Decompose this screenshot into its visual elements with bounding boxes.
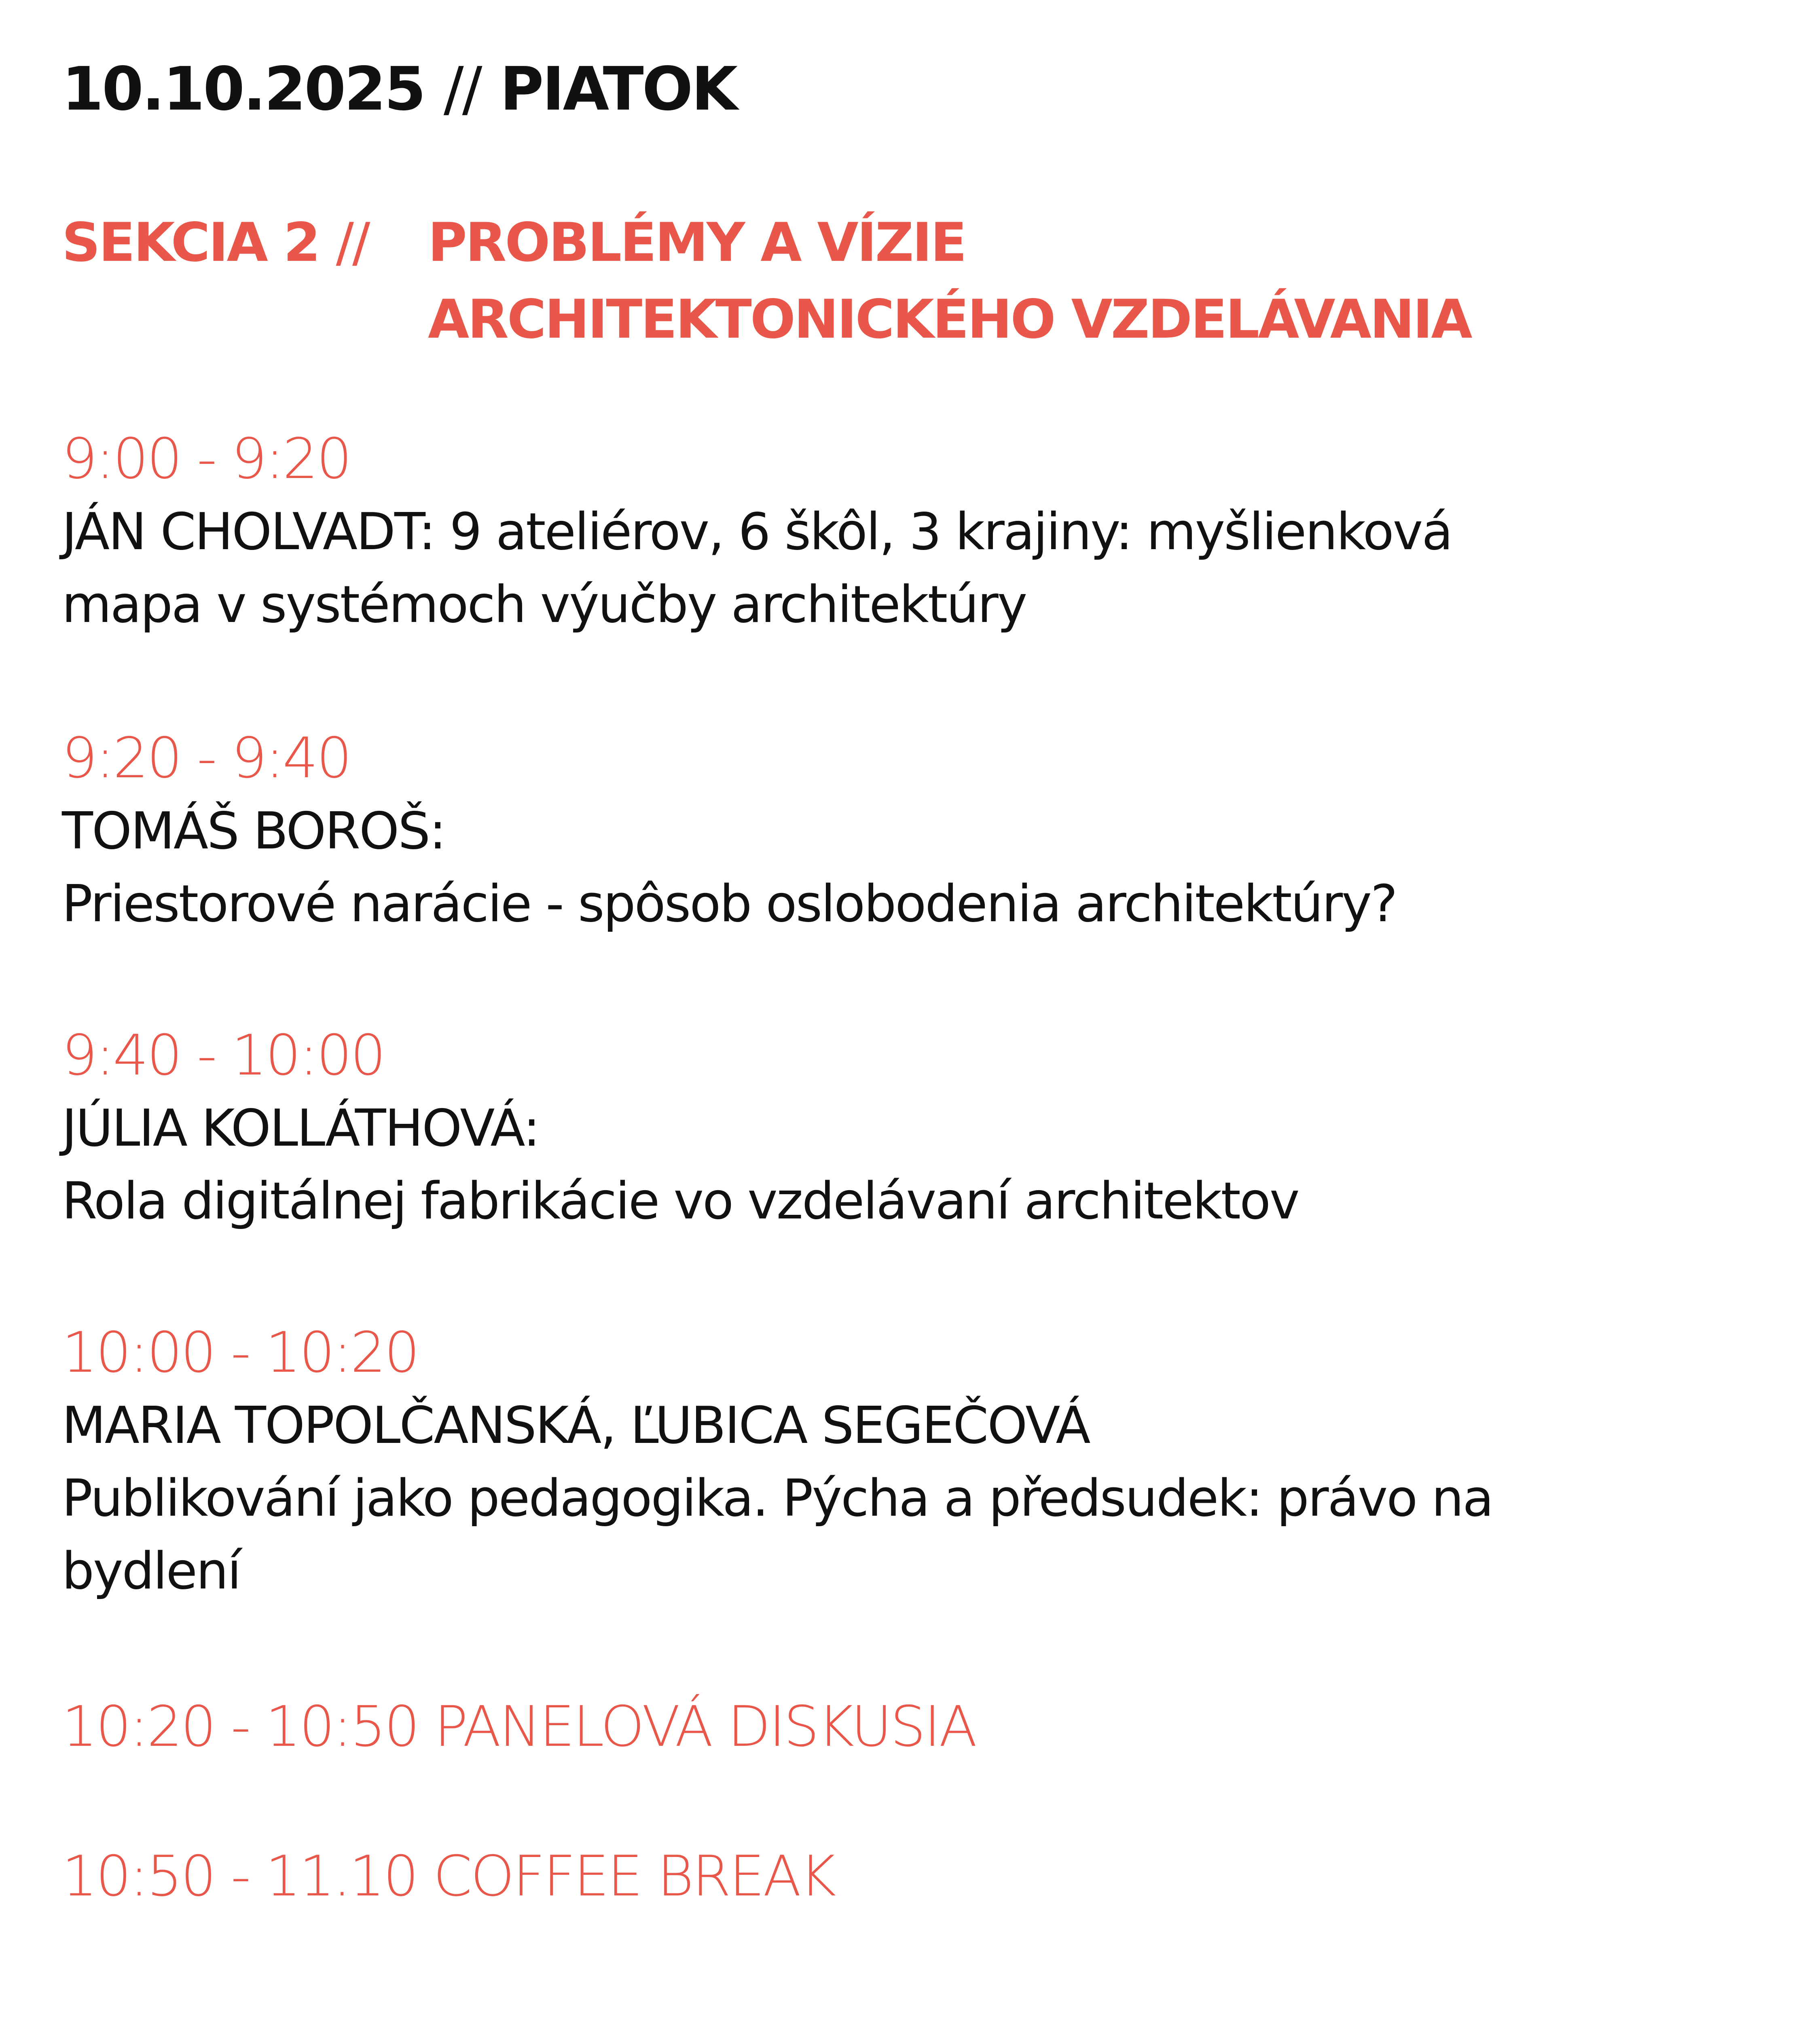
date: 10.10.2025	[62, 54, 425, 124]
section-label	[62, 204, 368, 281]
date-separator: //	[443, 54, 481, 124]
session-2	[62, 722, 1761, 940]
session-speaker-line: TOMÁŠ BOROŠ:	[62, 801, 445, 861]
session-time: 9:40 - 10:00	[62, 1023, 385, 1088]
session-talk-line: Priestorové narácie - spôsob oslobodenia architektúry?	[62, 874, 1397, 933]
session-talk-line: Rola digitálnej fabrikácie vo vzdelávaní architektov	[62, 1171, 1299, 1231]
day-name: PIATOK	[500, 54, 736, 124]
session-1	[62, 423, 1761, 641]
section-separator: //	[336, 212, 369, 274]
session-4	[62, 1316, 1761, 1607]
session-speaker-line: JÚLIA KOLLÁTHOVÁ:	[62, 1098, 539, 1158]
panel-discussion: 10:20 - 10:50 PANELOVÁ DISKUSIA	[62, 1694, 976, 1759]
session-talk-line: mapa v systémoch výučby architektúry	[62, 575, 1026, 634]
session-speaker-line: JÁN CHOLVADT: 9 ateliérov, 6 škôl, 3 krajiny: myšlienková	[62, 502, 1452, 561]
session-time: 9:00 - 9:20	[62, 426, 351, 491]
session-time: 10:00 - 10:20	[62, 1320, 418, 1385]
session-3	[62, 1019, 1761, 1237]
section-title-line-1: PROBLÉMY A VÍZIE	[428, 212, 965, 274]
session-talk-line: Publikování jako pedagogika. Pýcha a předsudek: právo na	[62, 1468, 1493, 1528]
session-time: 9:20 - 9:40	[62, 725, 351, 791]
date-header	[62, 53, 736, 125]
coffee-break: 10:50 - 11.10 COFFEE BREAK	[62, 1844, 835, 1909]
session-talk-line: bydlení	[62, 1541, 240, 1601]
section-number: SEKCIA 2	[62, 212, 319, 274]
section-title	[428, 204, 1471, 358]
session-speaker-line: MARIA TOPOLČANSKÁ, ĽUBICA SEGEČOVÁ	[62, 1396, 1090, 1455]
section-title-line-2: ARCHITEKTONICKÉHO VZDELÁVANIA	[428, 288, 1471, 351]
